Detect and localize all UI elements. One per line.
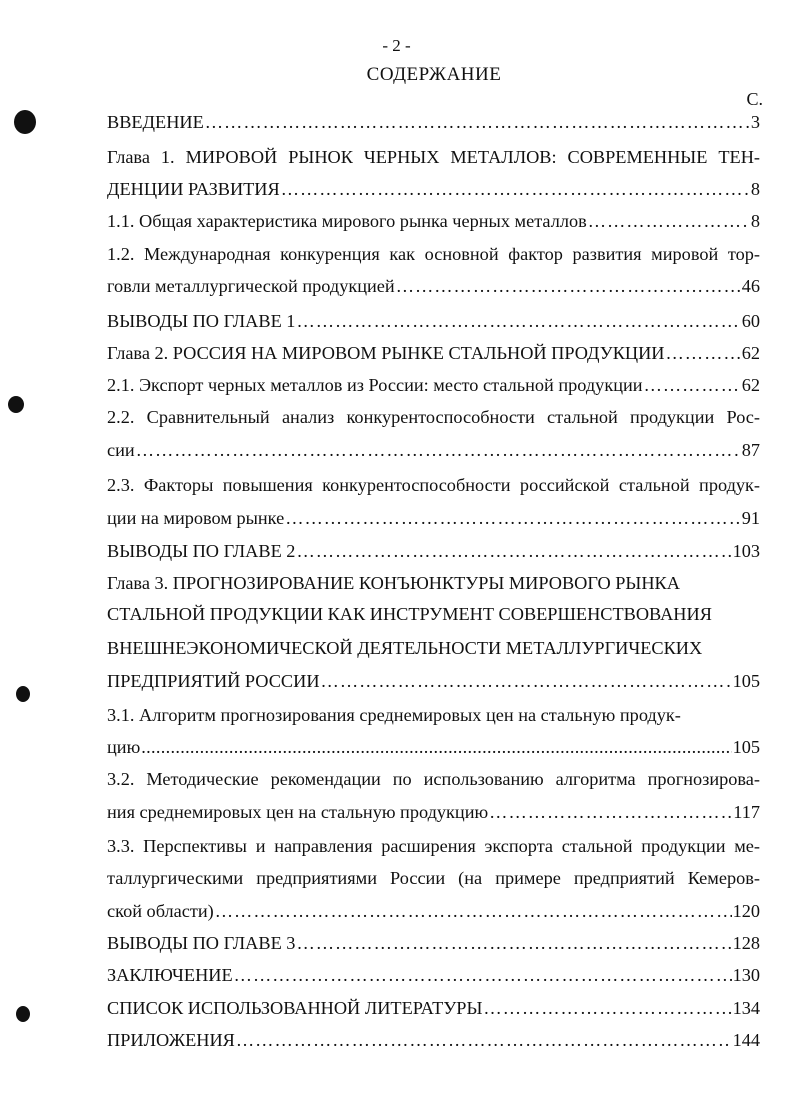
toc-line-references [107,997,760,1019]
toc-entry-text: ПРЕДПРИЯТИЙ РОССИИ [107,671,320,691]
dot-leader [141,736,731,758]
dot-leader [215,900,732,922]
toc-entry-text: ской области) [107,901,214,921]
dot-leader [666,342,741,364]
dot-leader [296,310,740,332]
toc-entry-text: ния среднемировых цен на стальную продукцию [107,802,489,822]
toc-line-chapter-1: Глава 1. МИРОВОЙ РЫНОК ЧЕРНЫХ МЕТАЛЛОВ: СОВРЕМЕННЫЕ ТЕН- [107,147,760,167]
punch-hole-mark [14,110,36,134]
toc-line-introduction [107,111,760,133]
toc-line-conclusions-2 [107,540,760,562]
toc-entry-text: ДЕНЦИИ РАЗВИТИЯ [107,179,280,199]
punch-hole-mark [16,1006,30,1022]
dot-leader [321,670,732,692]
toc-entry-text: говли металлургической продукцией [107,276,395,296]
toc-line-section-3-2: 3.2. Методические рекомендации по использованию алгоритма прогнозирова- [107,769,760,789]
toc-entry-text: ПРИЛОЖЕНИЯ [107,1030,235,1050]
toc-line-section-3-3-cont-1: таллургическими предприятиями России (на примере предприятий Кемеров- [107,868,760,888]
page-number: - 2 - [382,36,411,55]
dot-leader [296,540,731,562]
toc-entry-text: ВЫВОДЫ ПО ГЛАВЕ 2 [107,541,296,561]
toc-page-number: 60 [741,311,760,331]
toc-line-section-2-3-cont [107,507,760,529]
toc-page-number: 62 [741,375,760,395]
toc-page-number: 130 [732,965,760,985]
toc-entry-text: сии [107,440,135,460]
toc-line-chapter-3: Глава 3. ПРОГНОЗИРОВАНИЕ КОНЪЮНКТУРЫ МИРОВОГО РЫНКА [107,573,680,593]
punch-hole-mark [16,686,30,702]
toc-line-section-2-1 [107,374,760,396]
toc-entry-text: 2.1. Экспорт черных металлов из России: место стальной продукции [107,375,643,395]
dot-leader [236,1029,732,1051]
toc-line-chapter-1-cont [107,178,760,200]
toc-line-section-3-1: 3.1. Алгоритм прогнозирования среднемировых цен на стальную продук- [107,705,681,725]
toc-line-section-3-3-cont-2 [107,900,760,922]
toc-line-chapter-3-cont-2: ВНЕШНЕЭКОНОМИЧЕСКОЙ ДЕЯТЕЛЬНОСТИ МЕТАЛЛУРГИЧЕСКИХ [107,638,703,658]
toc-line-section-1-2-cont [107,275,760,297]
toc-line-chapter-3-cont-1: СТАЛЬНОЙ ПРОДУКЦИИ КАК ИНСТРУМЕНТ СОВЕРШЕНСТВОВАНИЯ [107,604,712,624]
toc-page-number: 8 [750,211,760,231]
toc-entry-text: ции на мировом рынке [107,508,285,528]
toc-entry-text: ВЫВОДЫ ПО ГЛАВЕ 3 [107,933,296,953]
dot-leader [234,964,732,986]
toc-line-conclusion [107,964,760,986]
dot-leader [296,932,731,954]
dot-leader [285,507,741,529]
toc-page-number: 8 [750,179,760,199]
toc-page-number: 105 [732,737,760,757]
toc-page-number: 134 [732,998,760,1018]
toc-page-number: 46 [741,276,760,296]
toc-line-conclusions-1 [107,310,760,332]
toc-line-section-1-2: 1.2. Международная конкуренция как основной фактор развития мировой тор- [107,244,760,264]
toc-page-number: 105 [732,671,760,691]
toc-line-section-3-3: 3.3. Перспективы и направления расширения экспорта стальной продукции ме- [107,836,760,856]
toc-entry-text: Глава 2. РОССИЯ НА МИРОВОМ РЫНКЕ СТАЛЬНОЙ ПРОДУКЦИИ [107,343,665,363]
dot-leader [136,439,741,461]
punch-hole-mark [8,396,24,413]
toc-page-number: 91 [741,508,760,528]
toc-line-section-2-2-cont [107,439,760,461]
toc-entry-text: цию [107,737,141,757]
toc-page-number: 3 [750,112,760,132]
toc-line-conclusions-3 [107,932,760,954]
toc-line-appendices [107,1029,760,1051]
toc-line-section-2-3: 2.3. Факторы повышения конкурентоспособности российской стальной продук- [107,475,760,495]
toc-line-section-1-1 [107,210,760,232]
toc-entry-text: ЗАКЛЮЧЕНИЕ [107,965,233,985]
toc-page-number: 103 [732,541,760,561]
page-title: СОДЕРЖАНИЕ [366,64,502,85]
toc-page-number: 120 [732,901,760,921]
dot-leader [483,997,731,1019]
toc-line-section-3-1-cont [107,736,760,758]
toc-page-number: 117 [733,802,760,822]
toc-page-number: 62 [741,343,760,363]
toc-entry-text: ВЫВОДЫ ПО ГЛАВЕ 1 [107,311,296,331]
toc-page-number: 128 [732,933,760,953]
toc-entry-text: СПИСОК ИСПОЛЬЗОВАННОЙ ЛИТЕРАТУРЫ [107,998,483,1018]
dot-leader [396,275,741,297]
toc-page-number: 144 [732,1030,760,1050]
toc-line-chapter-2 [107,342,760,364]
dot-leader [281,178,750,200]
toc-line-section-2-2: 2.2. Сравнительный анализ конкурентоспособности стальной продукции Рос- [107,407,760,427]
toc-line-chapter-3-cont-3 [107,670,760,692]
toc-line-section-3-2-cont [107,801,760,823]
dot-leader [588,210,750,232]
toc-page-number: 87 [741,440,760,460]
dot-leader [205,111,750,133]
toc-entry-text: ВВЕДЕНИЕ [107,112,204,132]
page-column-label: С. [746,89,763,109]
toc-entry-text: 1.1. Общая характеристика мирового рынка черных металлов [107,211,587,231]
dot-leader [489,801,732,823]
dot-leader [644,374,741,396]
